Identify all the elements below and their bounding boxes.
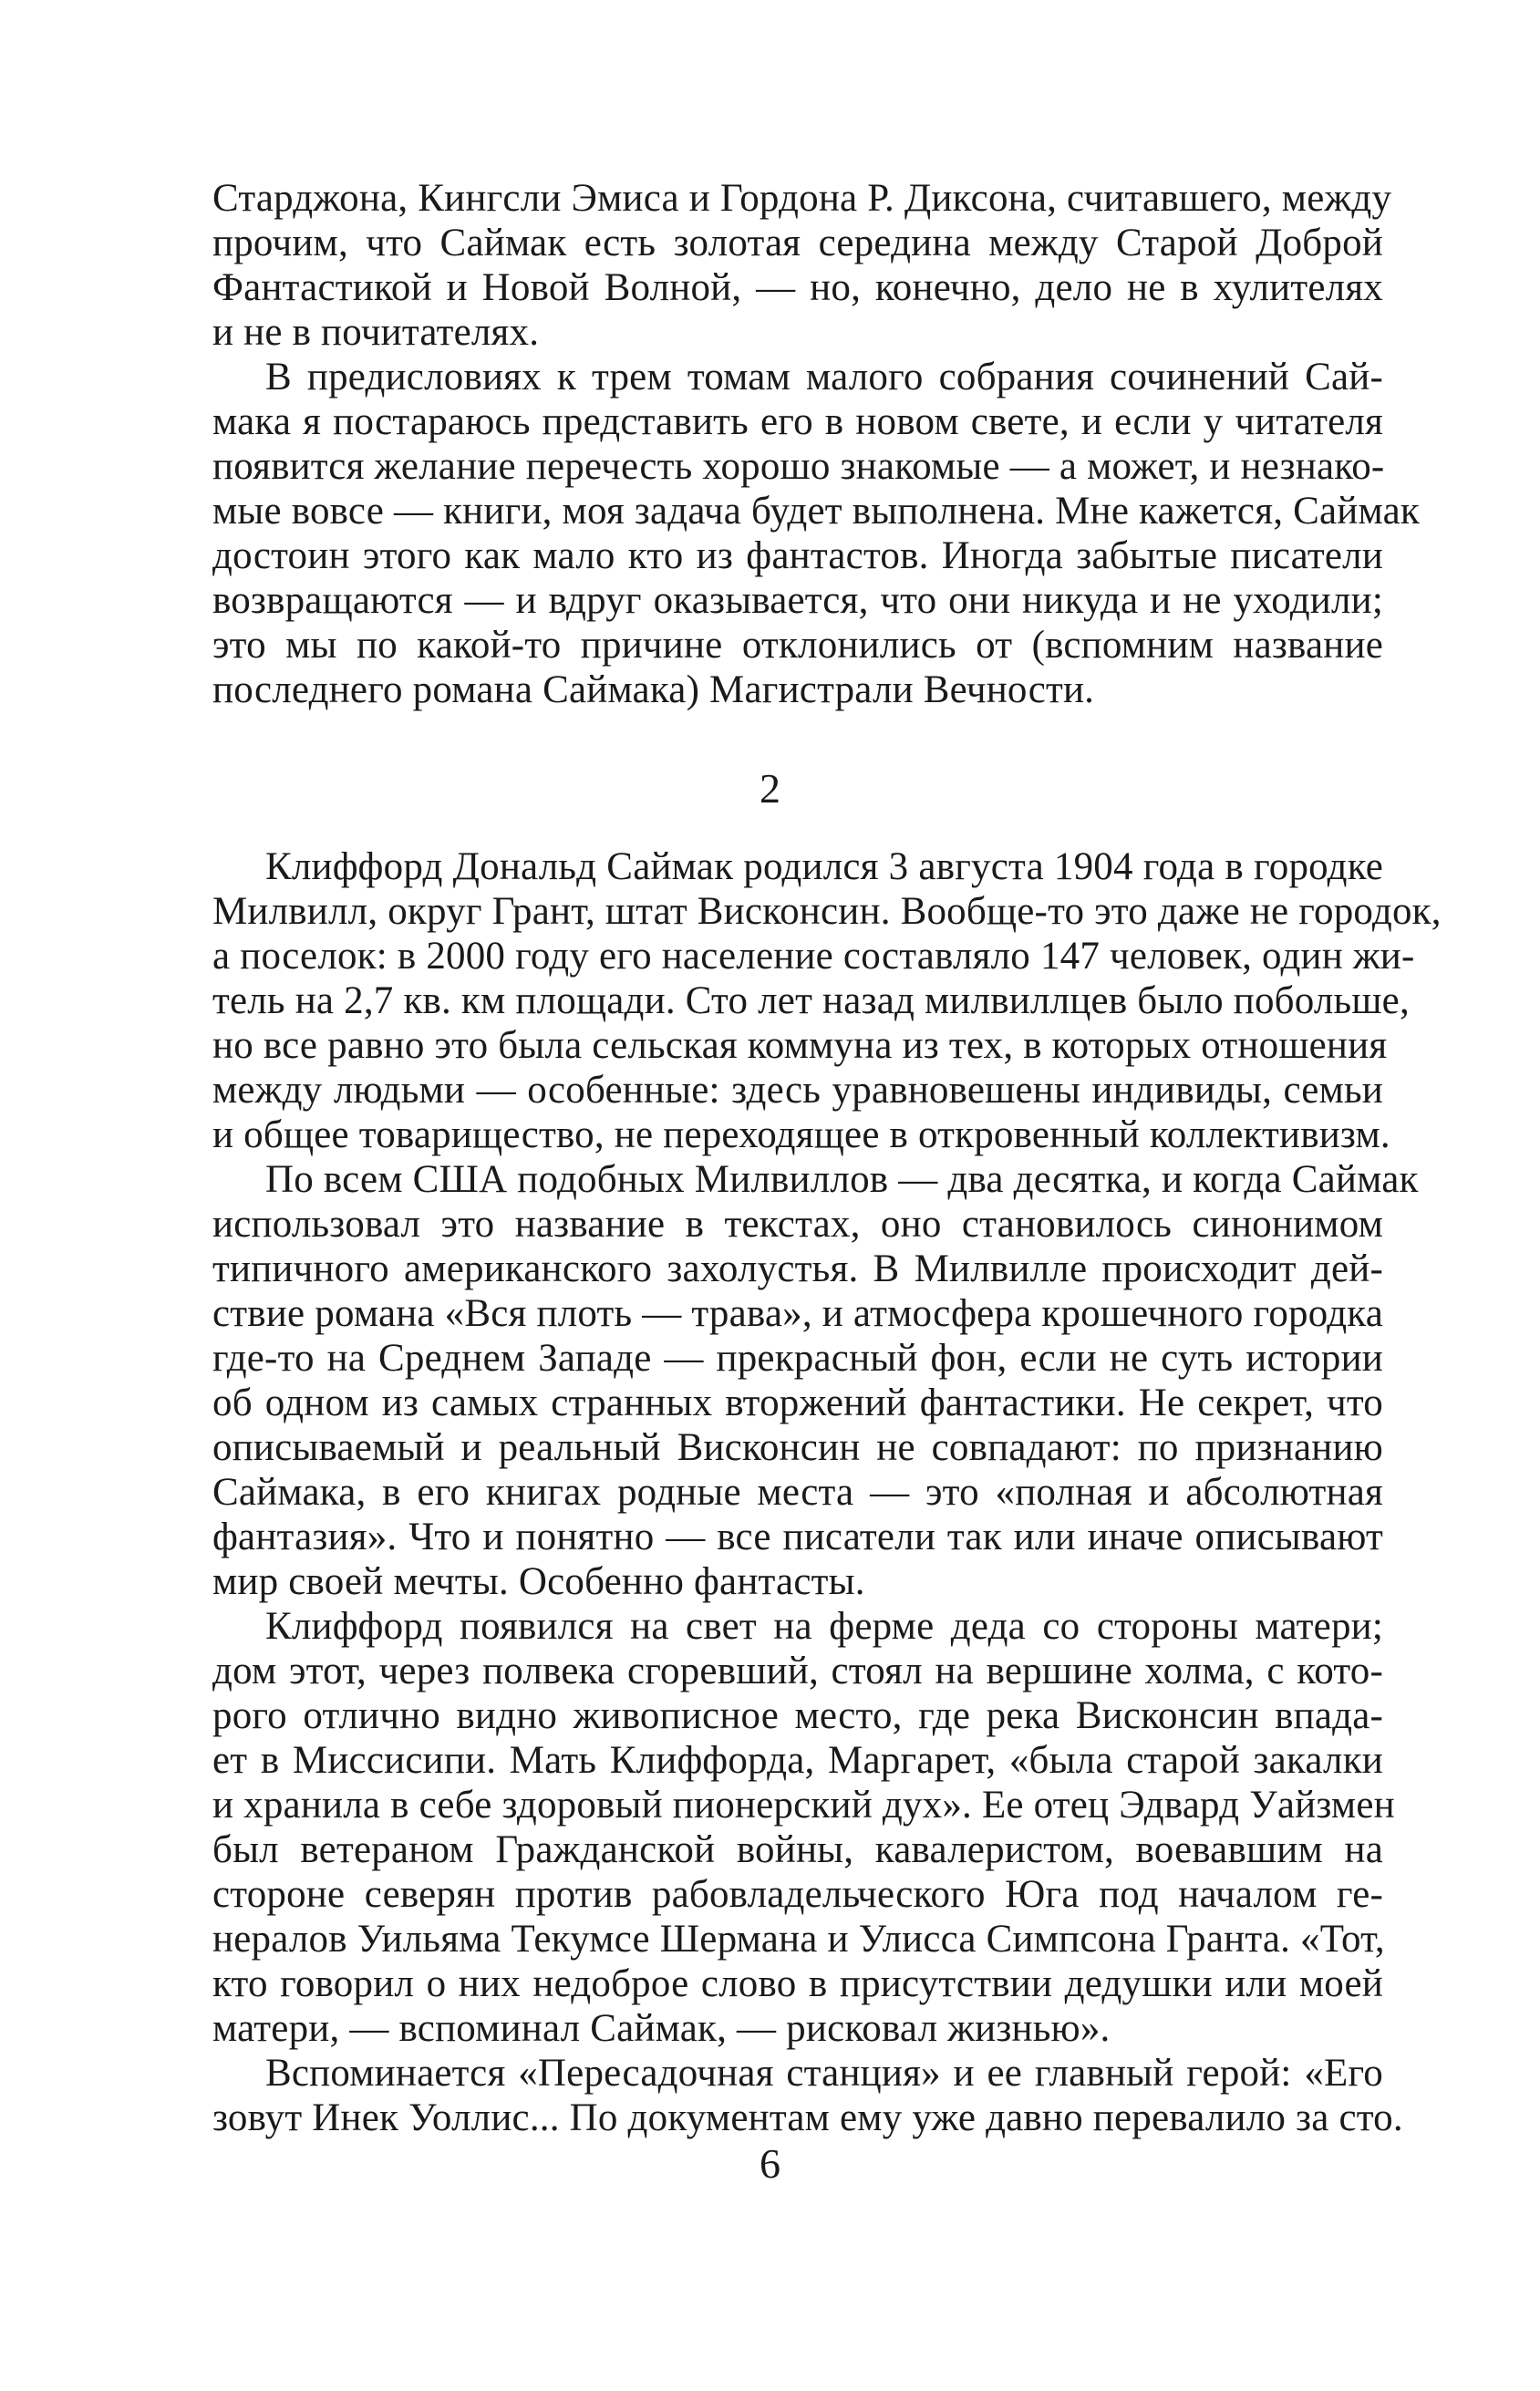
text-line: матери, — вспоминал Саймак, — рисковал жизнью». — [212, 2007, 1111, 2050]
text-line: мака я постараюсь представить его в новом свете, и если у читателя — [212, 400, 1383, 443]
text-line: типичного американского захолустья. В Милвилле происходит дей- — [212, 1247, 1383, 1290]
text-line: Клиффорд Дональд Саймак родился 3 августа 1904 года в городке — [265, 845, 1383, 888]
text-line: Клиффорд появился на свет на ферме деда со стороны матери; — [265, 1605, 1383, 1648]
text-line: кто говорил о них недоброе слово в присутствии дедушки или моей — [212, 1962, 1383, 2005]
paragraph — [212, 844, 1442, 1157]
text-line: нералов Уильяма Текумсе Шермана и Улисса Симпсона Гранта. «Тот, — [212, 1918, 1385, 1961]
text-line: стороне северян против рабовладельческого Юга под началом ге- — [212, 1873, 1383, 1916]
text-line: и общее товарищество, не переходящее в откровенный коллективизм. — [212, 1113, 1390, 1156]
text-line: ет в Миссисипи. Мать Клиффорда, Маргарет, «была старой закалки — [212, 1739, 1383, 1782]
text-line: дом этот, через полвека сгоревший, стоял на вершине холма, с кото- — [212, 1650, 1383, 1692]
text-line: Саймака, в его книгах родные места — это «полная и абсолютная — [212, 1471, 1383, 1514]
text-line: возвращаются — и вдруг оказывается, что они никуда и не уходили; — [212, 579, 1383, 622]
page-number: 6 — [760, 2140, 780, 2187]
text-line: последнего романа Саймака) Магистрали Вечности. — [212, 668, 1095, 711]
paragraph — [212, 176, 1392, 355]
text-line: был ветераном Гражданской войны, кавалеристом, воевавшим на — [212, 1828, 1383, 1871]
text-line: это мы по какой-то причине отклонились от (вспомним название — [212, 624, 1383, 667]
paragraph — [212, 2051, 1403, 2140]
text-line: об одном из самых странных вторжений фантастики. Не секрет, что — [212, 1382, 1383, 1424]
text-line: появится желание перечесть хорошо знакомые — а может, и незнако- — [212, 445, 1385, 488]
text-line: По всем США подобных Милвиллов — два десятка, и когда Саймак — [265, 1158, 1419, 1201]
text-block-top — [212, 176, 1420, 712]
text-line: зовут Инек Уоллис... По документам ему уже давно перевалило за сто. — [212, 2096, 1403, 2139]
text-line: между людьми — особенные: здесь уравновешены индивиды, семьи — [212, 1069, 1383, 1112]
text-line: но все равно это была сельская коммуна из тех, в которых отношения — [212, 1024, 1388, 1067]
section-number: 2 — [760, 765, 780, 812]
text-line: Старджона, Кингсли Эмиса и Гордона Р. Диксона, считавшего, между — [212, 177, 1392, 220]
paragraph — [212, 355, 1420, 712]
text-line: прочим, что Саймак есть золотая середина между Старой Доброй — [212, 222, 1383, 264]
text-line: достоин этого как мало кто из фантастов. Иногда забытые писатели — [212, 534, 1383, 577]
text-line: описываемый и реальный Висконсин не совпадают: по признанию — [212, 1426, 1383, 1469]
paragraph — [212, 1604, 1395, 2051]
text-line: и не в почитателях. — [212, 311, 540, 354]
text-line: Вспоминается «Пересадочная станция» и ее главный герой: «Его — [265, 2052, 1383, 2095]
text-line: мые вовсе — книги, моя задача будет выполнена. Мне кажется, Саймак — [212, 490, 1420, 533]
text-line: мир своей мечты. Особенно фантасты. — [212, 1560, 865, 1603]
text-line: фантазия». Что и понятно — все писатели так или иначе описывают — [212, 1516, 1383, 1558]
text-line: использовал это название в текстах, оно становилось синонимом — [212, 1203, 1383, 1246]
text-line: где-то на Среднем Западе — прекрасный фон, если не суть истории — [212, 1337, 1383, 1380]
text-block-main — [212, 844, 1442, 2140]
text-line: тель на 2,7 кв. км площади. Сто лет назад милвиллцев было побольше, — [212, 979, 1410, 1022]
text-line: и хранила в себе здоровый пионерский дух». Ее отец Эдвард Уайзмен — [212, 1784, 1395, 1827]
text-line: ствие романа «Вся плоть — трава», и атмосфера крошечного городка — [212, 1292, 1383, 1335]
text-line: В предисловиях к трем томам малого собрания сочинений Сай- — [265, 356, 1383, 398]
paragraph — [212, 1157, 1419, 1604]
text-line: Милвилл, округ Грант, штат Висконсин. Вообще-то это даже не городок, — [212, 890, 1442, 933]
text-line: рого отлично видно живописное место, где река Висконсин впада- — [212, 1694, 1383, 1737]
text-line: а поселок: в 2000 году его население составляло 147 человек, один жи- — [212, 935, 1415, 978]
text-line: Фантастикой и Новой Волной, — но, конечно, дело не в хулителях — [212, 266, 1383, 309]
